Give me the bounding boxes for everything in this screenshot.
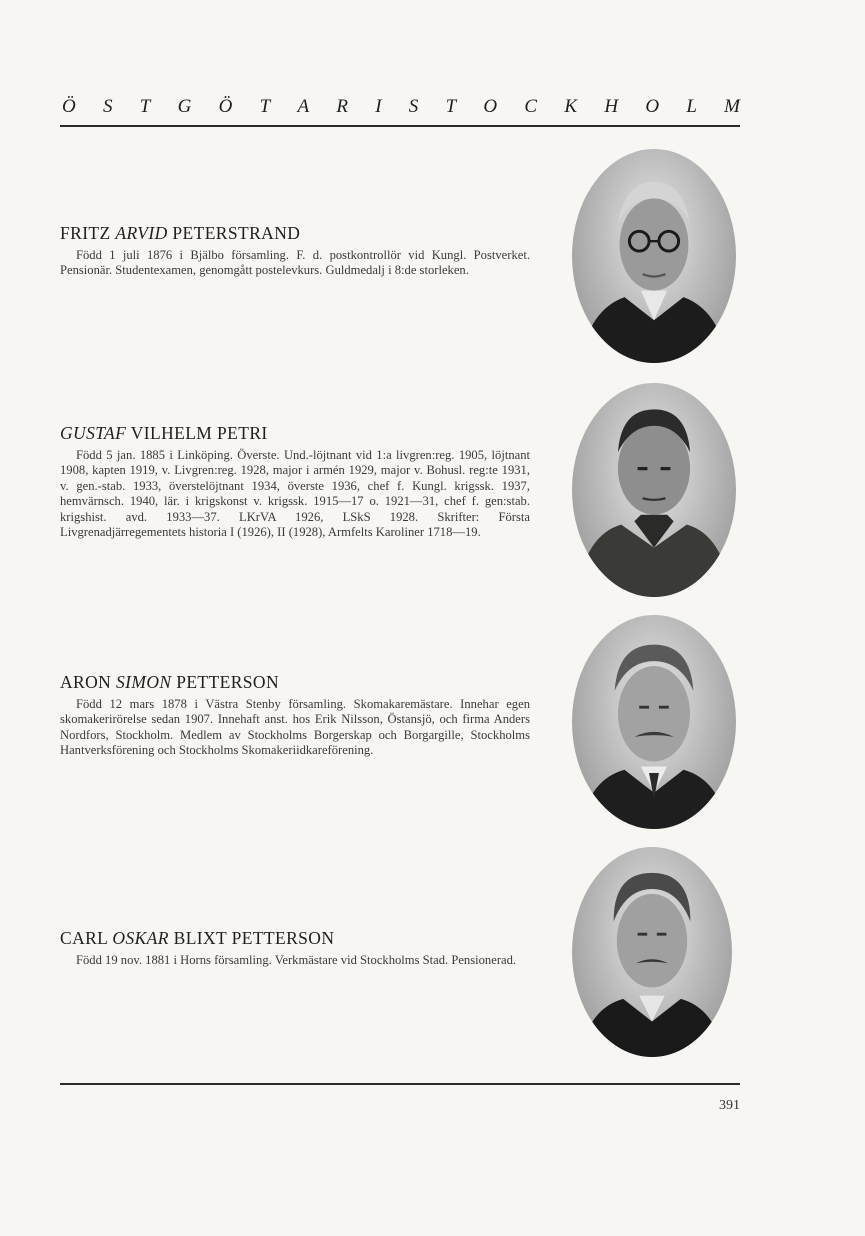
name-part: CARL: [60, 928, 113, 948]
name-italic-part: ARVID: [115, 223, 168, 243]
running-head-letter: Ö: [62, 96, 76, 117]
footer-rule: [60, 1083, 740, 1085]
portrait-photo: [572, 847, 732, 1057]
running-head-letter: O: [645, 96, 660, 117]
name-italic-part: SIMON: [115, 672, 172, 692]
entry-bio: Född 1 juli 1876 i Bjälbo församling. F. d. postkontrollör vid Kungl. Postverket. Pensionär. Studentexamen, genomgått postelevkurs. Guldmedalj i 8:de storleken.: [60, 248, 530, 278]
entry-bio: Född 5 jan. 1885 i Linköping. Överste. Und.-löjtnant vid 1:a livgren:reg. 1905, löjtnant 1908, kapten 1919, v. Livgren:reg. 1928, major i armén 1929, major v. Bohusl. reg:te 1931, v. gen.-stab. 1933, överstelöjtnant 1934, överste 1936, chef f. Kungl. krigssk. 1937, hemvärnsch. 1940, lär. i krigskonst v. krigssk. 1915—17 o. 1921—31, chef f. gen:stab. krigshist. avd. 1933—37. LKrVA 1926, LSkS 1928. Skrifter: Första Livgrenadjärregementets historia I (1926), II (1928), Armfelts Karoliner 1718—19.: [60, 448, 530, 540]
portrait-figure: [572, 615, 736, 829]
entry-bio: Född 19 nov. 1881 i Horns församling. Verkmästare vid Stockholms Stad. Pensionerad.: [76, 953, 517, 967]
running-head-letter: L: [686, 96, 697, 117]
running-head-letter: O: [483, 96, 498, 117]
running-head-letter: A: [297, 96, 310, 117]
running-head: [62, 96, 740, 118]
portrait-photo: [572, 615, 736, 829]
running-head-letter: G: [177, 96, 192, 117]
running-head-letter: S: [408, 96, 419, 117]
portrait-photo: [572, 383, 736, 597]
running-head-letter: K: [564, 96, 578, 117]
biography-entry: [60, 222, 530, 279]
entry-name: [60, 422, 530, 444]
name-part: PETERSTRAND: [167, 223, 301, 243]
name-part: VILHELM PETRI: [126, 423, 268, 443]
running-head-letter: R: [336, 96, 348, 117]
biography-entry: [60, 927, 530, 968]
entry-bio: Född 12 mars 1878 i Västra Stenby församling. Skomakaremästare. Innehar egen skomakerirörelse sedan 1907. Innehaft anst. hos Erik Nilsson, Östansjö, och firma Anders Nordfors, Stockholm. Medlem av Stockholms Borgerskap och Borgargille, Stockholms Hantverksförening och Stockholms Skomakeriidkareförening.: [60, 697, 530, 758]
biography-entry: [60, 671, 530, 759]
name-part: FRITZ: [60, 223, 116, 243]
name-part: BLIXT PETTERSON: [168, 928, 335, 948]
portrait-figure: [572, 847, 732, 1057]
running-head-letter: S: [103, 96, 113, 117]
running-head-letter: T: [259, 96, 271, 117]
portrait-figure: [572, 149, 736, 363]
running-head-letter: I: [375, 96, 382, 117]
name-part: PETTERSON: [171, 672, 279, 692]
running-head-letter: M: [724, 96, 740, 117]
portrait-figure: [572, 383, 736, 597]
header-rule: [60, 125, 740, 127]
running-head-letter: T: [445, 96, 457, 117]
name-italic-part: OSKAR: [112, 928, 169, 948]
running-head-letter: H: [604, 96, 619, 117]
page-number: 391: [719, 1098, 740, 1113]
entry-name: [60, 222, 530, 244]
biography-entry: [60, 422, 530, 540]
running-head-letter: T: [139, 96, 151, 117]
portrait-photo: [572, 149, 736, 363]
running-head-letter: C: [524, 96, 538, 117]
name-part: ARON: [60, 672, 116, 692]
name-italic-part: GUSTAF: [60, 423, 127, 443]
running-head-letter: Ö: [218, 96, 233, 117]
entry-name: [60, 671, 530, 693]
entry-name: [60, 927, 530, 949]
